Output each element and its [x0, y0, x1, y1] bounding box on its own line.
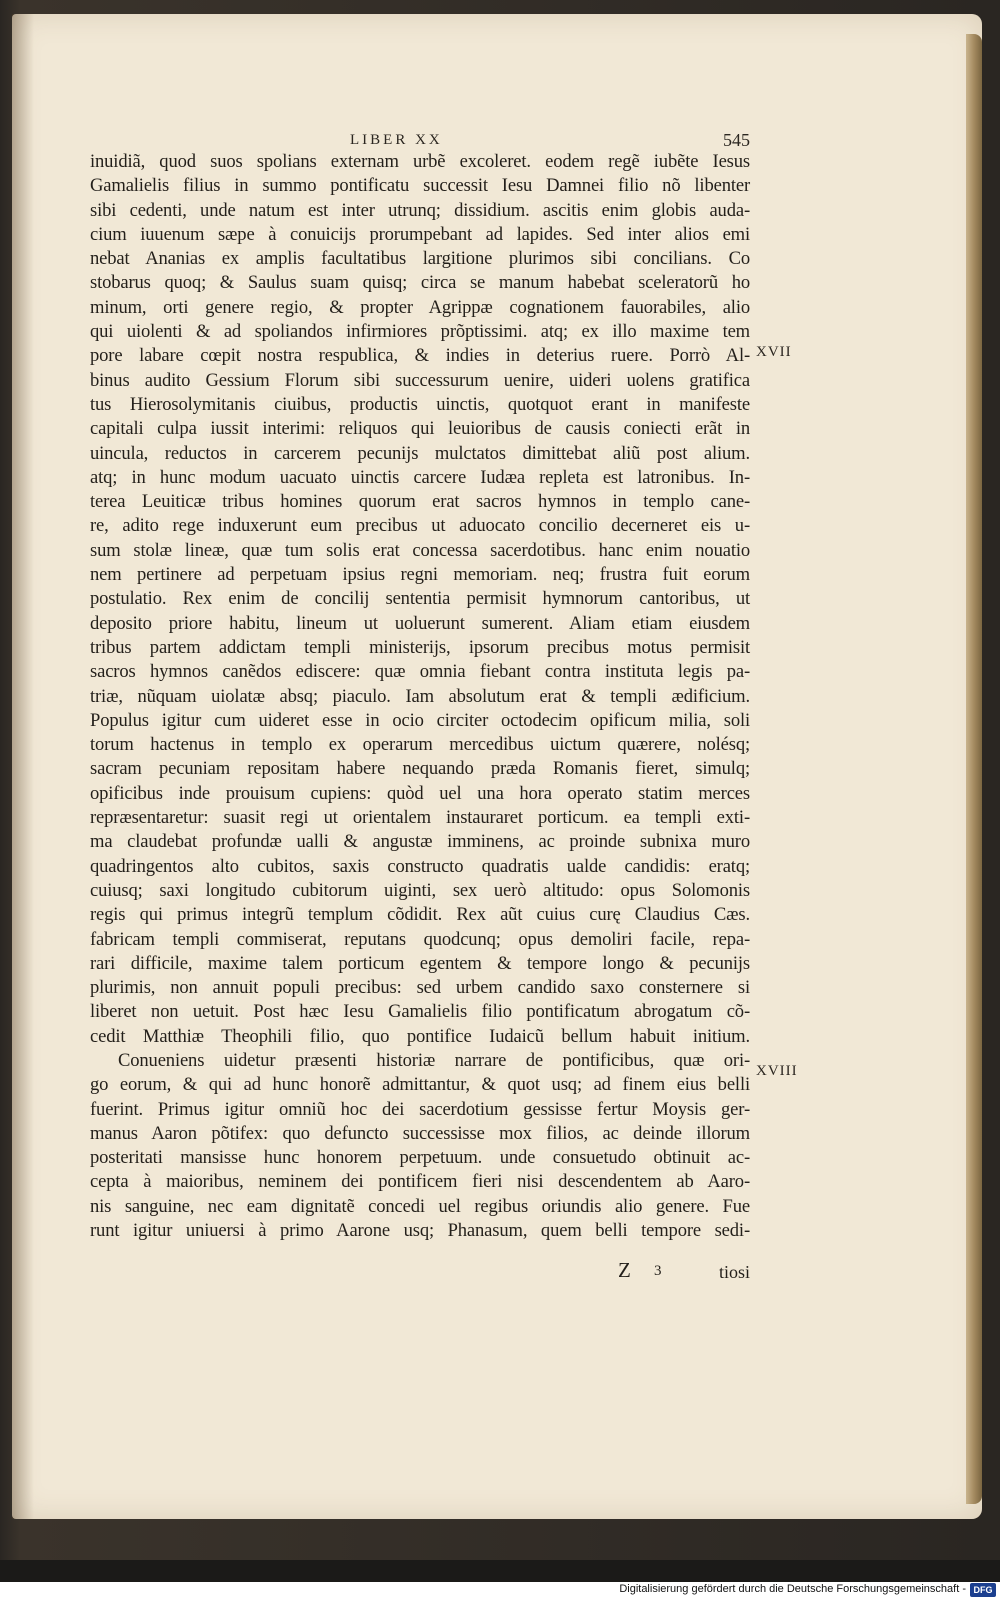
- text-line: regis qui primus integrũ templum cõdidit. Rex aũt cuius curę Claudius Cæs.: [90, 904, 750, 926]
- text-line: Gamalielis filius in summo pontificatu successit Iesu Damnei filio nõ libenter: [90, 175, 750, 197]
- text-line: fabricam templi commiserat, reputans quodcunq; opus demoliri facile, repa-: [90, 928, 750, 950]
- running-title: LIBER XX: [350, 132, 443, 148]
- text-line: quadringentos alto cubitos, saxis constructo quadratis ualde candidis: eratq;: [90, 855, 750, 877]
- text-line: triæ, nũquam uiolatæ absq; piaculo. Iam absolutum erat & templi ædificium.: [90, 685, 750, 707]
- text-line: atq; in hunc modum uacuato uinctis carcere Iudæa repleta est latronibus. In-: [90, 466, 750, 488]
- text-line: cuiusq; saxi longitudo cubitorum uiginti, sex uerò altitudo: opus Solomonis: [90, 879, 750, 901]
- text-line: plurimis, non annuit populi precibus: sed urbem candido saxo consternere si: [90, 977, 750, 999]
- text-line: re, adito rege induxerunt eum precibus ut aduocato concilio decerneret eis u-: [90, 515, 750, 537]
- text-line: cepta à maioribus, neminem dei pontificem fieri nisi descendentem ab Aaro-: [90, 1171, 750, 1193]
- text-line: sacram pecuniam repositam habere nequando præda Romanis fieret, simulq;: [90, 758, 750, 780]
- text-line: nem pertinere ad perpetuam ipsius regni memoriam. neq; frustra fuit eorum: [90, 564, 750, 586]
- text-line: rari difficile, maxime talem porticum egentem & tempore longo & pecunijs: [90, 952, 750, 974]
- text-line: opificibus inde prouisum cupiens: quòd uel una hora operato statim merces: [90, 782, 750, 804]
- text-line: cium iuuenum sæpe à conuicijs prorumpebant ad lapides. Sed inter alios emi: [90, 223, 750, 245]
- text-line: runt igitur uniuersi à primo Aarone usq; Phanasum, quem belli tempore sedi-: [90, 1220, 750, 1242]
- text-line: inuidiã, quod suos spolians externam urbẽ excoleret. eodem regẽ iubẽte Iesus: [90, 151, 750, 172]
- text-line: posteritati mansisse hunc honorem perpetuum. unde consuetudo obtinuit ac-: [90, 1147, 750, 1169]
- text-line: liberet non uetuit. Post hæc Iesu Gamalielis filio pontificatum abrogatum cõ-: [90, 1001, 750, 1023]
- text-line: terea Leuiticæ tribus homines quorum erat sacros hymnos in templo cane-: [90, 491, 750, 513]
- dfg-logo-icon: DFG: [970, 1583, 996, 1597]
- text-line: repræsentaretur: suasit regi ut orientalem instauraret porticum. ea templi exti-: [90, 807, 750, 829]
- text-line: minum, orti genere regio, & propter Agrippæ cognationem fauorabiles, alio: [90, 296, 750, 318]
- text-line: ma claudebat profundæ ualli & angustæ imminens, ac proinde subnixa muro: [90, 831, 750, 853]
- text-line: nebat Ananias ex amplis facultatibus largitione plurimos sibi concilians. Co: [90, 248, 750, 270]
- text-line: binus audito Gessium Florum sibi successurum uenire, uideri uolens gratifica: [90, 369, 750, 391]
- text-line: manus Aaron põtifex: quo defuncto successisse mox filios, ac deinde illorum: [90, 1122, 750, 1144]
- folio-number: 545: [723, 130, 750, 150]
- text-line: sum stolæ lineæ, quæ tum solis erat concessa sacerdotibus. hanc enim nouatio: [90, 539, 750, 561]
- page-edge: [966, 34, 982, 1504]
- signature-number: 3: [654, 1263, 662, 1279]
- text-line: tribus partem addictam templi ministerijs, ipsorum precibus motus permisit: [90, 636, 750, 658]
- text-line: torum hactenus in templo ex operarum mercedibus uictum quærere, nolésq;: [90, 734, 750, 756]
- text-line: go eorum, & qui ad hunc honorẽ admittantur, & quot usq; ad finem eius belli: [90, 1074, 750, 1096]
- text-line: Populus igitur cum uideret esse in ocio circiter octodecim opificum milia, soli: [90, 709, 750, 731]
- text-line: sibi cedenti, unde natum est inter utrunq; dissidium. ascitis enim globis auda-: [90, 199, 750, 221]
- signature-mark: [618, 1258, 662, 1283]
- text-line: cedit Matthiæ Theophili filio, quo pontifice Iudaicũ bellum habuit initium.: [90, 1025, 750, 1047]
- text-line: fuerint. Primus igitur omniũ hoc dei sacerdotium gessisse fertur Moysis ger-: [90, 1098, 750, 1120]
- catchword: tiosi: [719, 1262, 751, 1282]
- body-text: [90, 150, 750, 1243]
- text-line: pore labare cœpit nostra respublica, & indies in deterius ruere. Porrò Al-: [90, 345, 750, 367]
- text-line: deposito priore habitu, lineum ut uoluerunt sumerent. Aliam etiam eiusdem: [90, 612, 750, 634]
- text-line: qui uiolenti & ad spoliandos infirmiores prõptissimi. atq; ex illo maxime tem: [90, 321, 750, 343]
- footer-credit: Digitalisierung gefördert durch die Deutsche Forschungsgemeinschaft -: [619, 1583, 966, 1595]
- text-line: tus Hierosolymitanis ciuibus, productis uinctis, quotquot erant in manifeste: [90, 393, 750, 415]
- text-line: capitali culpa iussit interimi: reliquos qui leuioribus de causis coniecti erãt in: [90, 418, 750, 440]
- text-line: stobarus quoq; & Saulus suam quisq; circa se manum habebat sceleratorũ ho: [90, 272, 750, 294]
- signature-letter: Z: [618, 1258, 631, 1282]
- text-line: nis sanguine, nec eam dignitatẽ concedi uel regibus oriundis alio genere. Fue: [90, 1195, 750, 1217]
- text-line: sacros hymnos canẽdos ediscere: quæ omnia fiebant contra instituta legis pa-: [90, 661, 750, 683]
- gutter-shadow: [12, 14, 34, 1519]
- marginal-chapter-xviii: XVIII: [756, 1063, 798, 1079]
- marginal-chapter-xvii: XVII: [756, 344, 792, 360]
- text-line: postulatio. Rex enim de concilij sententia permisit hymnorum cantoribus, ut: [90, 588, 750, 610]
- text-line: uincula, reductos in carcerem pecunijs mulctatos dimittebat aliũ post alium.: [90, 442, 750, 464]
- footer-bar: [0, 1582, 1000, 1600]
- text-line: Conueniens uidetur præsenti historiæ narrare de pontificibus, quæ ori-: [118, 1049, 750, 1071]
